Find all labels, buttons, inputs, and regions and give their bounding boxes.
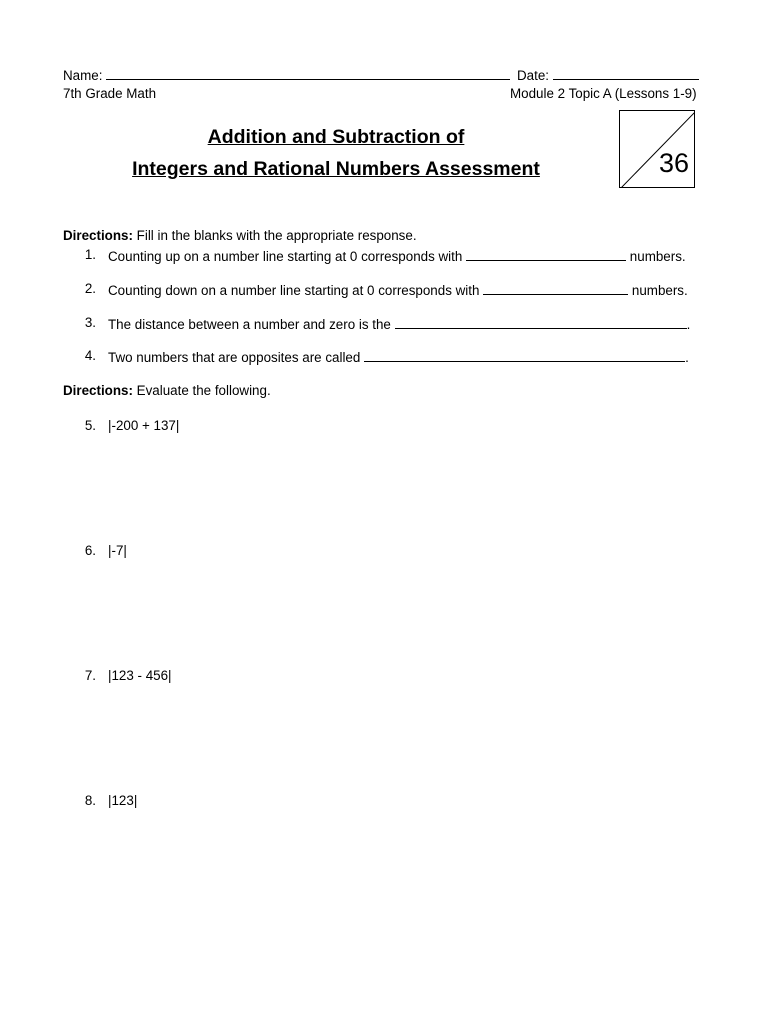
question-expression: |-200 + 137| xyxy=(108,418,180,433)
name-blank[interactable] xyxy=(106,66,510,80)
question-number: 5. xyxy=(84,418,96,433)
question-suffix: numbers. xyxy=(631,283,688,298)
question-text xyxy=(108,247,686,264)
question-expression: |-7| xyxy=(108,543,127,558)
question-number: 6. xyxy=(84,543,96,558)
question-number: 1. xyxy=(84,247,96,262)
question-number: 7. xyxy=(84,668,96,683)
date-field[interactable] xyxy=(517,66,699,83)
question-3 xyxy=(0,315,768,333)
directions-1 xyxy=(63,228,417,243)
name-field[interactable] xyxy=(63,66,510,83)
question-suffix: . xyxy=(685,350,689,365)
question-prompt: Counting up on a number line starting at 0 corresponds with xyxy=(108,249,463,264)
directions-2-text: Evaluate the following. xyxy=(132,383,271,398)
question-suffix: numbers. xyxy=(629,249,686,264)
question-number: 8. xyxy=(84,793,96,808)
directions-2-label: Directions: xyxy=(63,383,133,398)
question-6 xyxy=(0,543,768,561)
question-1 xyxy=(0,247,768,265)
date-blank[interactable] xyxy=(553,66,699,80)
title-line-2: Integers and Rational Numbers Assessment xyxy=(132,158,540,180)
directions-2 xyxy=(63,383,271,398)
question-text xyxy=(108,315,690,332)
question-text xyxy=(108,281,688,298)
question-number: 3. xyxy=(84,315,96,330)
question-5 xyxy=(0,418,768,436)
answer-blank-3[interactable] xyxy=(395,315,687,329)
title-line-1: Addition and Subtraction of xyxy=(207,126,465,148)
question-number: 2. xyxy=(84,281,96,296)
name-label: Name: xyxy=(63,68,103,83)
question-expression: |123| xyxy=(108,793,138,808)
question-7 xyxy=(0,668,768,686)
answer-blank-1[interactable] xyxy=(466,247,626,261)
question-8 xyxy=(0,793,768,811)
score-total: 36 xyxy=(658,148,689,178)
course-label: 7th Grade Math xyxy=(63,86,157,101)
score-box[interactable] xyxy=(619,110,695,188)
module-label: Module 2 Topic A (Lessons 1-9) xyxy=(510,86,697,101)
directions-1-text: Fill in the blanks with the appropriate response. xyxy=(132,228,417,243)
answer-blank-2[interactable] xyxy=(483,281,628,295)
question-text xyxy=(108,348,689,365)
question-expression: |123 - 456| xyxy=(108,668,172,683)
question-prompt: The distance between a number and zero is the xyxy=(108,317,391,332)
question-suffix: . xyxy=(686,317,691,332)
question-2 xyxy=(0,281,768,299)
question-prompt: Counting down on a number line starting at 0 corresponds with xyxy=(108,283,480,298)
question-number: 4. xyxy=(84,348,96,363)
date-label: Date: xyxy=(517,68,550,83)
question-prompt: Two numbers that are opposites are called xyxy=(108,350,361,365)
answer-blank-4[interactable] xyxy=(364,348,685,362)
question-4 xyxy=(0,348,768,366)
directions-1-label: Directions: xyxy=(63,228,133,243)
